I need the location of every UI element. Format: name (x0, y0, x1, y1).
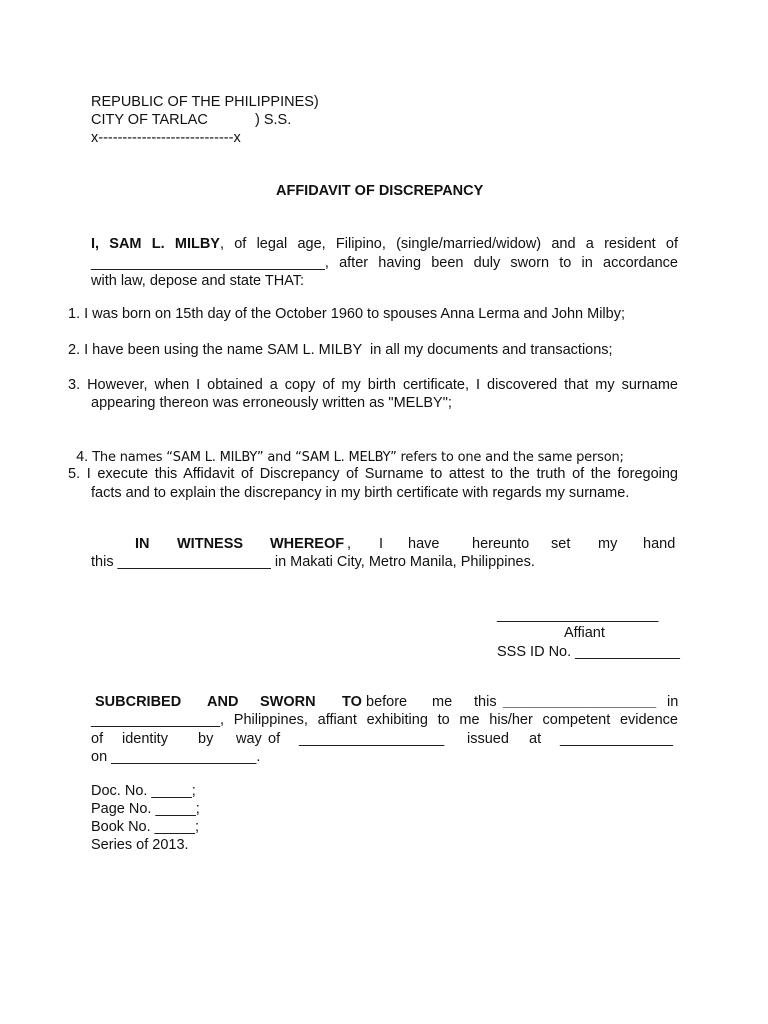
jurat-line2: ________________, Philippines, affiant exhibiting to me his/her competent evidence (91, 712, 678, 728)
jurat-date-blank: ___________________ (503, 694, 657, 710)
jurat-l3-by: by (198, 731, 214, 747)
item-3-line2: appearing thereon was erroneously written as "MELBY"; (91, 395, 452, 411)
item-4-text: The names “SAM L. MILBY” and “SAM L. MELBY” refers to one and the same person; (92, 450, 624, 465)
jurat-word-this: this (474, 694, 497, 710)
header-ss: ) S.S. (255, 112, 292, 128)
jurat-l3-place-blank: ______________ (560, 731, 673, 747)
witness-word-hereunto: hereunto (472, 536, 530, 552)
jurat-l3-at: at (529, 731, 542, 747)
witness-word-witness: WITNESS (177, 536, 244, 552)
intro-line3: with law, depose and state THAT: (91, 273, 305, 289)
header-city: CITY OF TARLAC (91, 112, 208, 128)
item-2: 2. I have been using the name SAM L. MILBY in all my documents and transactions; (68, 342, 613, 358)
page-no: Page No. _____; (91, 801, 200, 817)
jurat-line4: on __________________. (91, 749, 261, 765)
signature-line: ____________________ (497, 607, 659, 623)
item-3-line1: 3. However, when I obtained a copy of my birth certificate, I discovered that my surname (68, 377, 678, 393)
series: Series of 2013. (91, 837, 189, 853)
header-republic: REPUBLIC OF THE PHILIPPINES) (91, 94, 319, 110)
jurat-word-before: before (366, 694, 408, 710)
item-1: 1. I was born on 15th day of the October 1960 to spouses Anna Lerma and John Milby; (68, 306, 625, 322)
jurat-l3-way: way (236, 731, 262, 747)
affiant-label: Affiant (564, 625, 605, 641)
witness-word-i: I (379, 536, 384, 552)
witness-comma: , (347, 536, 352, 552)
witness-word-in: IN (135, 536, 150, 552)
item-4-number: 4. (76, 449, 89, 465)
witness-word-hand: hand (643, 536, 676, 552)
intro-line2: _____________________________, after having been duly sworn to in accordance (91, 255, 678, 271)
witness-word-set: set (551, 536, 571, 552)
intro-line1-rest: , of legal age, Filipino, (single/married/widow) and a resident of (219, 236, 679, 252)
jurat-word-to: TO (342, 694, 362, 710)
jurat-word-in: in (667, 694, 679, 710)
witness-line2: this ___________________ in Makati City, Metro Manila, Philippines. (91, 554, 535, 570)
witness-word-my: my (598, 536, 618, 552)
jurat-word-me: me (432, 694, 453, 710)
item-4 (68, 430, 624, 467)
jurat-l3-id-blank: __________________ (299, 731, 445, 747)
header-divider: x----------------------------x (91, 130, 241, 146)
jurat-l3-of2: of (268, 731, 281, 747)
jurat-word-subcribed: SUBCRIBED (95, 694, 182, 710)
jurat-word-sworn: SWORN (260, 694, 316, 710)
item-5-line1: 5. I execute this Affidavit of Discrepancy of Surname to attest to the truth of the foregoing (68, 466, 678, 482)
jurat-l3-of: of (91, 731, 104, 747)
intro-line1 (91, 235, 678, 253)
book-no: Book No. _____; (91, 819, 200, 835)
affiant-name: I, SAM L. MILBY (91, 236, 220, 252)
sss-id-field: SSS ID No. _____________ (497, 644, 680, 660)
witness-word-have: have (408, 536, 440, 552)
witness-word-whereof: WHEREOF (270, 536, 345, 552)
jurat-l3-identity: identity (122, 731, 168, 747)
item-5-line2: facts and to explain the discrepancy in my birth certificate with regards my surname. (91, 485, 630, 501)
jurat-word-and: AND (207, 694, 239, 710)
doc-no: Doc. No. _____; (91, 783, 196, 799)
jurat-l3-issued: issued (467, 731, 509, 747)
document-title: AFFIDAVIT OF DISCREPANCY (276, 183, 484, 199)
